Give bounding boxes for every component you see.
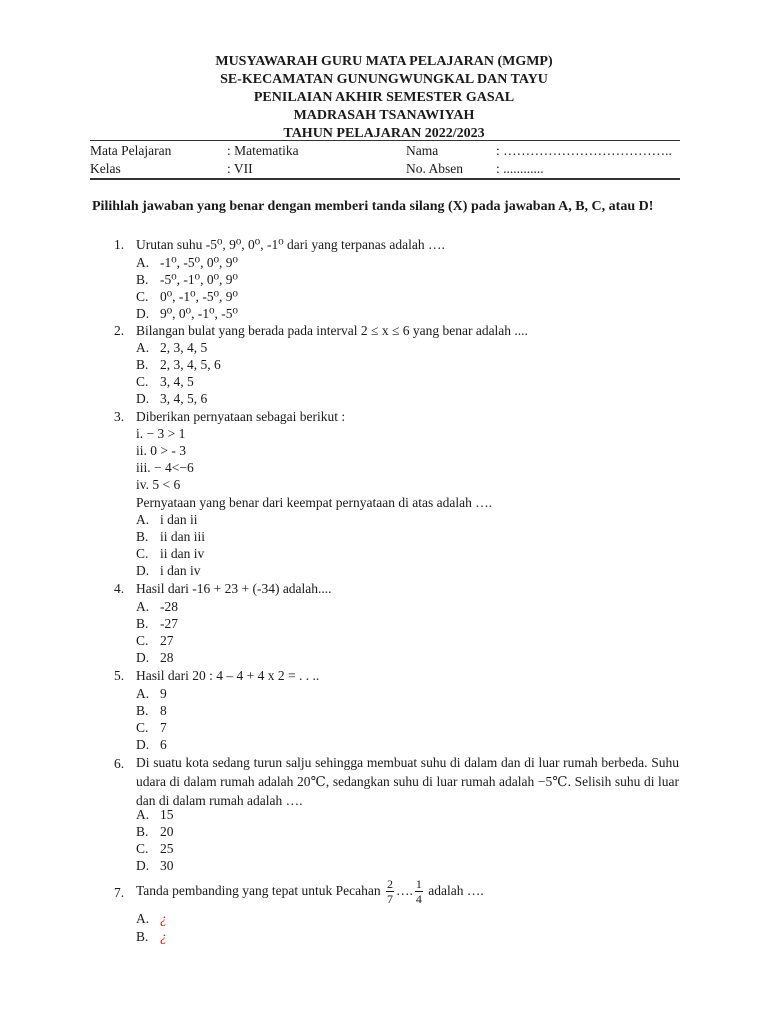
- option-label: A.: [136, 512, 150, 527]
- question-text: Hasil dari -16 + 23 + (-34) adalah....: [136, 581, 332, 596]
- option-label: B.: [136, 357, 149, 372]
- option-text: ¿: [160, 911, 167, 926]
- option-text: -5⁰, -1⁰, 0⁰, 9⁰: [160, 272, 238, 287]
- option-label: B.: [136, 703, 149, 718]
- fraction-denominator: 7: [386, 892, 393, 907]
- info-row-class: [90, 160, 680, 178]
- option-text: 9: [160, 686, 167, 701]
- question-7-text: [136, 874, 484, 908]
- question-text: Bilangan bulat yang berada pada interval 2 ≤ x ≤ 6 yang benar adalah ....: [136, 323, 528, 338]
- q3-statement-iii: iii. − 4<−6: [136, 460, 194, 475]
- option-text: 9⁰, 0⁰, -1⁰, -5⁰: [160, 306, 238, 321]
- option-label: B.: [136, 616, 149, 631]
- subject-value: : Matematika: [227, 143, 299, 158]
- absen-label: No. Absen: [406, 161, 463, 176]
- class-label: Kelas: [90, 161, 121, 176]
- name-label: Nama: [406, 143, 439, 158]
- option-text: 2, 3, 4, 5, 6: [160, 357, 221, 372]
- info-bottom-rule: [90, 178, 680, 180]
- option-text: -27: [160, 616, 178, 631]
- comparison-dots: ….: [395, 883, 413, 898]
- header-line-school: MADRASAH TSANAWIYAH: [293, 108, 475, 123]
- option-text: ii dan iv: [160, 546, 205, 561]
- absen-field[interactable]: : ............: [496, 161, 544, 176]
- question-number: 3.: [114, 409, 125, 424]
- option-label: B.: [136, 272, 149, 287]
- option-label: C.: [136, 720, 149, 735]
- option-label: A.: [136, 686, 150, 701]
- fraction-two-sevenths: [386, 877, 394, 906]
- info-top-rule: [90, 140, 680, 141]
- option-label: D.: [136, 737, 150, 752]
- option-label: C.: [136, 841, 149, 856]
- question-text-after: adalah ….: [428, 883, 484, 898]
- exam-header: [0, 53, 768, 143]
- option-text: ii dan iii: [160, 529, 205, 544]
- option-text: 7: [160, 720, 167, 735]
- subject-label: Mata Pelajaran: [90, 143, 172, 158]
- option-label: C.: [136, 633, 149, 648]
- option-text: -28: [160, 599, 178, 614]
- option-text: 25: [160, 841, 174, 856]
- option-text: 28: [160, 650, 174, 665]
- option-text: 27: [160, 633, 174, 648]
- option-text: ¿: [160, 929, 167, 944]
- question-text: Diberikan pernyataan sebagai berikut :: [136, 409, 346, 424]
- option-text: 2, 3, 4, 5: [160, 340, 208, 355]
- class-value: : VII: [227, 161, 253, 176]
- q3-statement-iv: iv. 5 < 6: [136, 477, 181, 492]
- option-label: A.: [136, 340, 150, 355]
- option-label: B.: [136, 529, 149, 544]
- header-line-mgmp: MUSYAWARAH GURU MATA PELAJARAN (MGMP): [215, 54, 553, 69]
- q3-followup-text: Pernyataan yang benar dari keempat pernyataan di atas adalah ….: [136, 495, 493, 510]
- option-text: -1⁰, -5⁰, 0⁰, 9⁰: [160, 255, 238, 270]
- info-row-subject: [90, 142, 680, 160]
- option-label: A.: [136, 911, 150, 926]
- question-number: 2.: [114, 323, 125, 338]
- option-label: D.: [136, 391, 150, 406]
- option-text: i dan ii: [160, 512, 198, 527]
- question-number: 6.: [114, 756, 125, 771]
- option-label: C.: [136, 546, 149, 561]
- option-label: D.: [136, 306, 150, 321]
- option-label: B.: [136, 824, 149, 839]
- question-text: Hasil dari 20 : 4 – 4 + 4 x 2 = . . ..: [136, 668, 320, 683]
- question-number: 4.: [114, 581, 125, 596]
- header-line-year: TAHUN PELAJARAN 2022/2023: [283, 126, 485, 141]
- option-label: D.: [136, 858, 150, 873]
- option-label: D.: [136, 563, 150, 578]
- header-line-kecamatan: SE-KECAMATAN GUNUNGWUNGKAL DAN TAYU: [220, 72, 548, 87]
- fraction-numerator: 2: [386, 877, 393, 892]
- header-line-assessment: PENILAIAN AKHIR SEMESTER GASAL: [253, 90, 515, 105]
- option-label: C.: [136, 374, 149, 389]
- fraction-numerator: 1: [415, 877, 422, 892]
- name-field[interactable]: : ………………………………..: [496, 143, 672, 158]
- question-text-before: Tanda pembanding yang tepat untuk Pecahan: [136, 883, 381, 898]
- option-label: D.: [136, 650, 150, 665]
- fraction-one-fourth: [415, 877, 423, 906]
- question-6-text: Di suatu kota sedang turun salju sehingga membuat suhu di dalam dan di luar rumah berbeda. Suhu udara di dalam rumah adalah 20℃, sedangkan suhu di luar rumah adalah −5℃. Selisih suhu di luar dan di dalam rumah adalah ….: [136, 755, 679, 808]
- instruction-text: Pilihlah jawaban yang benar dengan memberi tanda silang (X) pada jawaban A, B, C, atau D!: [92, 199, 654, 214]
- question-number: 5.: [114, 668, 125, 683]
- option-text: i dan iv: [160, 563, 201, 578]
- q3-statement-i: i. − 3 > 1: [136, 426, 186, 441]
- option-text: 3, 4, 5, 6: [160, 391, 208, 406]
- question-number: 1.: [114, 237, 125, 252]
- option-text: 0⁰, -1⁰, -5⁰, 9⁰: [160, 289, 238, 304]
- option-text: 6: [160, 737, 167, 752]
- option-label: A.: [136, 255, 150, 270]
- option-label: B.: [136, 929, 149, 944]
- q3-statement-ii: ii. 0 > - 3: [136, 443, 186, 458]
- question-text: Urutan suhu -5⁰, 9⁰, 0⁰, -1⁰ dari yang terpanas adalah ….: [136, 237, 445, 252]
- option-label: C.: [136, 289, 149, 304]
- option-text: 3, 4, 5: [160, 374, 194, 389]
- option-text: 30: [160, 858, 174, 873]
- option-label: A.: [136, 807, 150, 822]
- option-label: A.: [136, 599, 150, 614]
- option-text: 15: [160, 807, 174, 822]
- option-text: 8: [160, 703, 167, 718]
- question-number: 7.: [114, 885, 125, 900]
- option-text: 20: [160, 824, 174, 839]
- fraction-denominator: 4: [415, 892, 422, 907]
